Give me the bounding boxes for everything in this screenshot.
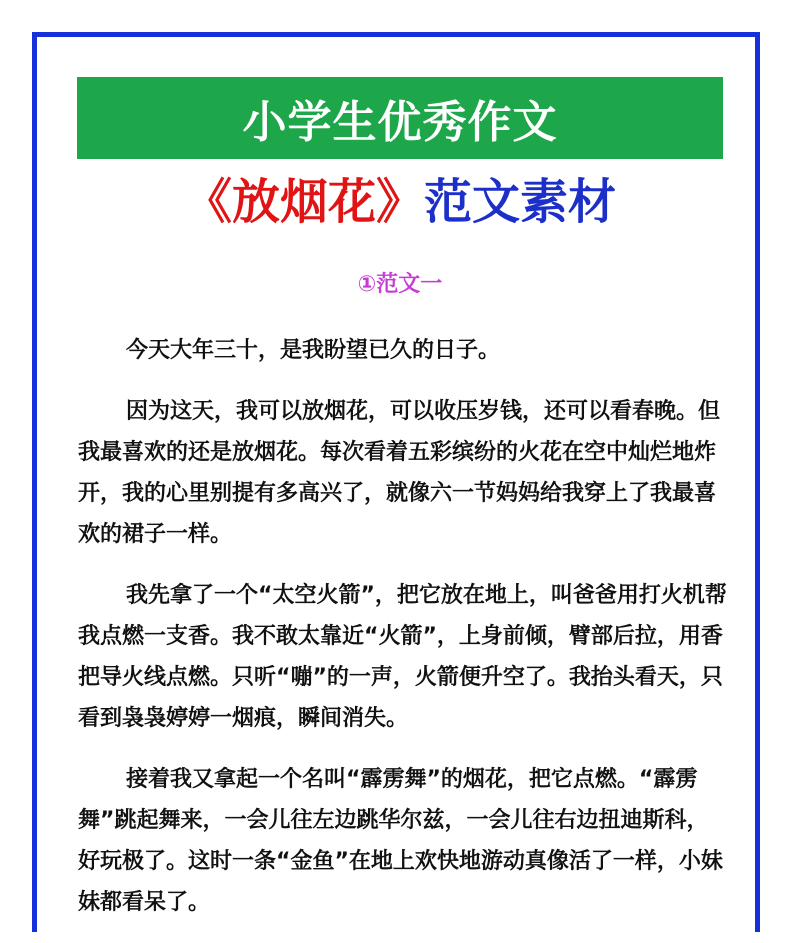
subtitle <box>0 168 800 236</box>
section-heading: ①范文一 <box>357 272 443 297</box>
essay-body <box>78 330 728 943</box>
paragraph: 接着我又拿起一个名叫“霹雳舞”的烟花，把它点燃。“霹雳舞”跳起舞来，一会儿往左边跳华尔兹，一会儿往右边扭迪斯科，好玩极了。这时一条“金鱼”在地上欢快地游动真像活了一样，小妹妹都看呆了。 <box>78 767 723 915</box>
subtitle-material-label: 范文素材 <box>424 174 617 230</box>
page-title: 小学生优秀作文 <box>242 97 558 148</box>
paragraph: 因为这天，我可以放烟花，可以收压岁钱，还可以看春晚。但我最喜欢的还是放烟花。每次看着五彩缤纷的火花在空中灿烂地炸开，我的心里别提有多高兴了，就像六一节妈妈给我穿上了我最喜欢的裙子一样。 <box>78 399 721 547</box>
subtitle-essay-name: 《放烟花》 <box>183 174 424 230</box>
title-banner <box>77 77 723 159</box>
paragraph: 我先拿了一个“太空火箭”，把它放在地上，叫爸爸用打火机帮我点燃一支香。我不敢太靠近“火箭”，上身前倾，臂部后拉，用香把导火线点燃。只听“嘣”的一声，火箭便升空了。我抬头看天，只看到袅袅婷婷一烟痕，瞬间消失。 <box>78 583 727 731</box>
paragraph: 今天大年三十，是我盼望已久的日子。 <box>126 338 501 363</box>
